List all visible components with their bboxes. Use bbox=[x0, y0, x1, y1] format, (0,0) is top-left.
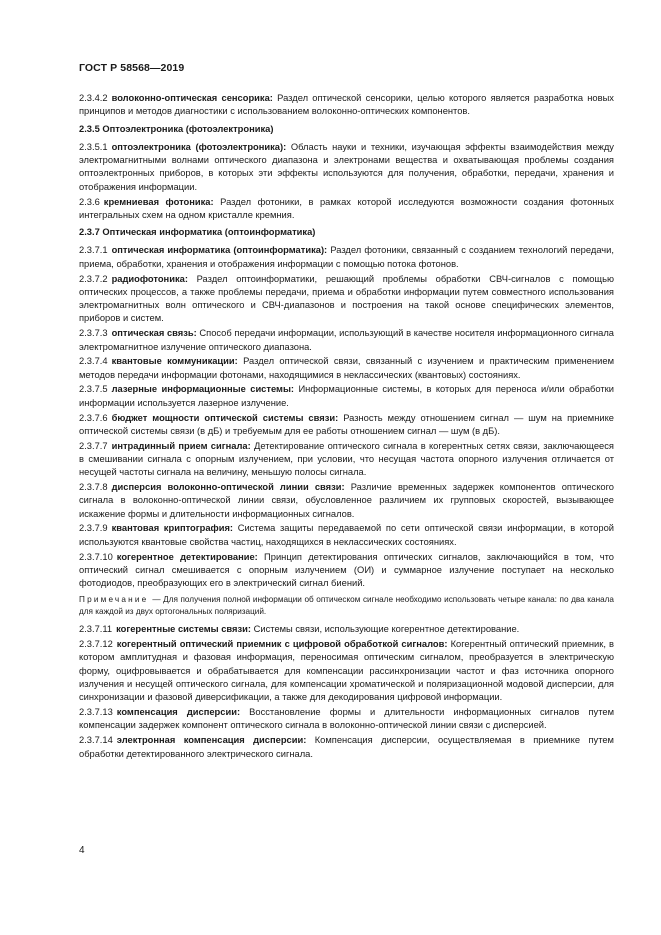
term-definition: Системы связи, использующие когерентное детектирование. bbox=[253, 624, 520, 635]
term-name: когерентный оптический приемник с цифровой обработкой сигналов: bbox=[116, 639, 448, 650]
entry-number: 2.3.7.3 bbox=[79, 328, 108, 339]
entry-number: 2.3.7.4 bbox=[79, 356, 108, 367]
term-entry bbox=[79, 92, 614, 119]
standard-header: ГОСТ Р 58568—2019 bbox=[79, 62, 185, 74]
term-entry bbox=[79, 196, 614, 223]
note bbox=[79, 594, 614, 617]
term-name: электронная компенсация дисперсии: bbox=[116, 735, 307, 746]
term-entry bbox=[79, 706, 614, 733]
entry-number: 2.3.6 bbox=[79, 196, 100, 207]
term-name: оптическая связь: bbox=[111, 328, 197, 339]
entry-number: 2.3.4.2 bbox=[79, 93, 108, 103]
entry-number: 2.3.7.12 bbox=[79, 639, 113, 650]
entry-number: 2.3.7.1 bbox=[79, 245, 108, 256]
term-entry bbox=[79, 481, 614, 521]
term-entry bbox=[79, 623, 614, 636]
term-definition: Принцип детектирования оптических сигналов, заключающийся в том, что оптический сигнал смешивается с опорным излучением (ОИ) и суммарное излучение поступает на несколько фотодиодов, преобразующих его в электрический сигнал биений. bbox=[79, 551, 614, 589]
term-entry bbox=[79, 273, 614, 326]
note-text: — Для получения полной информации об оптическом сигнале необходимо использовать четыре канала: по два канала для каждой из двух ортогональных поляризаций. bbox=[79, 595, 614, 616]
term-entry bbox=[79, 355, 614, 382]
term-definition: Разность между отношением сигнал — шум на приемнике оптической системы связи (в дБ) и требуемым для ее работы отношением сигнал — шум (в дБ). bbox=[79, 412, 614, 436]
term-definition: Детектирование оптического сигнала в когерентных сетях связи, заключающееся в смешивании сигнала с опорным излучением, при условии, что несущая частота опорного излучения отличается от несущей частоты сигнала на величину, меньшую полосы сигнала. bbox=[79, 440, 614, 478]
page-number: 4 bbox=[79, 845, 85, 856]
document-body bbox=[79, 92, 614, 762]
term-entry bbox=[79, 327, 614, 354]
term-name: оптоэлектроника (фотоэлектроника): bbox=[111, 141, 287, 152]
term-name: бюджет мощности оптической системы связи: bbox=[111, 412, 339, 423]
entry-number: 2.3.7.9 bbox=[79, 523, 108, 534]
term-definition: Способ передачи информации, использующий в качестве носителя информационного сигнала электромагнитное излучение оптического диапазона. bbox=[79, 328, 614, 352]
entry-number: 2.3.7.8 bbox=[79, 482, 108, 493]
term-definition: Раздел оптической сенсорики, целью которого является разработка новых принципов и методов диагностики с использованием волоконно-оптических компонентов. bbox=[79, 93, 614, 117]
term-definition: Когерентный оптический приемник, в котором амплитудная и фазовая информация, переносимая оптическим сигналом, преобразуется в электрическую форму, оцифровывается и обрабатывается для компенсации рассинхронизации частот и фаз источника опорного излучения и несущей оптического сигнала, для компенсации хроматической и поляризационной модовой дисперсии, для синхронизации и фазовой диверсификации, а также для декодирования цифровой информации. bbox=[79, 639, 614, 703]
term-name: радиофотоника: bbox=[111, 273, 188, 284]
term-definition: Различие временных задержек компонентов оптического сигнала в волоконно-оптической линии связи, обусловленное различием их групповых скоростей, вызывающее искажение формы и длительности информационных сигналов. bbox=[79, 482, 614, 519]
term-definition: Раздел оптоинформатики, решающий проблемы обработки СВЧ-сигналов с помощью оптических процессов, а также проблемы передачи, приема и обработки информации путем совместного использования электромагнитных волн оптического и СВЧ-диапазонов и построения на такой основе специфических элементов, приборов и систем. bbox=[79, 273, 614, 324]
entry-number: 2.3.5.1 bbox=[79, 141, 108, 152]
term-name: когерентное детектирование: bbox=[116, 551, 258, 562]
term-entry bbox=[79, 551, 614, 591]
term-name: когерентные системы связи: bbox=[116, 624, 252, 635]
term-definition: Раздел фотоники, связанный с созданием технологий передачи, приема, обработки, хранения и отображения информации с помощью потока фотонов. bbox=[79, 245, 614, 269]
section-heading: 2.3.5 Оптоэлектроника (фотоэлектроника) bbox=[79, 123, 274, 134]
term-definition: Раздел оптической связи, связанный с изучением и практическим применением методов передачи информации фотонами, находящимися в неклассических (квантовых) состояниях. bbox=[79, 356, 614, 380]
term-name: интрадинный прием сигнала: bbox=[111, 440, 251, 451]
term-entry bbox=[79, 244, 614, 271]
term-entry bbox=[79, 440, 614, 480]
term-entry bbox=[79, 412, 614, 439]
section-heading: 2.3.7 Оптическая информатика (оптоинформатика) bbox=[79, 227, 316, 238]
term-definition: Система защиты передаваемой по сети оптической связи информации, в которой используются квантовые свойства частиц, находящихся в неклассических состояниях. bbox=[79, 523, 614, 547]
term-definition: Область науки и техники, изучающая эффекты взаимодействия между электромагнитными волнами оптического диапазона и электронами вещества и охватывающая проблемы создания оптоэлектронных приборов, в которых эти эффекты используются для получения, обработки, передачи, хранения и отображения информации. bbox=[79, 141, 614, 192]
term-name: компенсация дисперсии: bbox=[116, 707, 241, 718]
term-name: оптическая информатика (оптоинформатика): bbox=[111, 245, 328, 256]
entry-number: 2.3.7.14 bbox=[79, 735, 113, 746]
entry-number: 2.3.7.7 bbox=[79, 440, 108, 451]
term-name: лазерные информационные системы: bbox=[111, 384, 295, 395]
term-name: квантовая криптография: bbox=[111, 523, 234, 534]
note-label: Примечание bbox=[79, 595, 149, 605]
term-definition: Восстановление формы и длительности информационных сигналов путем компенсации задержек компонент оптического сигнала в волоконно-оптической линии связи с дисперсией. bbox=[79, 707, 614, 731]
entry-number: 2.3.7.11 bbox=[79, 624, 113, 635]
term-entry bbox=[79, 522, 614, 549]
term-entry bbox=[79, 141, 614, 194]
term-name: квантовые коммуникации: bbox=[111, 356, 238, 367]
term-definition: Раздел фотоники, в рамках которой исследуются возможности создания фотонных интегральных схем на одном кристалле кремния. bbox=[79, 196, 614, 220]
entry-number: 2.3.7.2 bbox=[79, 273, 108, 284]
entry-number: 2.3.7.5 bbox=[79, 384, 108, 395]
term-definition: Компенсация дисперсии, осуществляемая в приемнике путем обработки детектированного электрического сигнала. bbox=[79, 735, 614, 759]
term-name: волоконно-оптическая сенсорика: bbox=[111, 93, 273, 103]
term-definition: Информационные системы, в которых для переноса и/или обработки информации используется лазерное излучение. bbox=[79, 384, 614, 408]
entry-number: 2.3.7.6 bbox=[79, 412, 108, 423]
term-entry bbox=[79, 638, 614, 704]
entry-number: 2.3.7.10 bbox=[79, 551, 113, 562]
entry-number: 2.3.7.13 bbox=[79, 707, 113, 718]
term-name: дисперсия волоконно-оптической линии связи: bbox=[111, 482, 345, 493]
term-entry bbox=[79, 383, 614, 410]
term-name: кремниевая фотоника: bbox=[103, 196, 214, 207]
term-entry bbox=[79, 734, 614, 761]
